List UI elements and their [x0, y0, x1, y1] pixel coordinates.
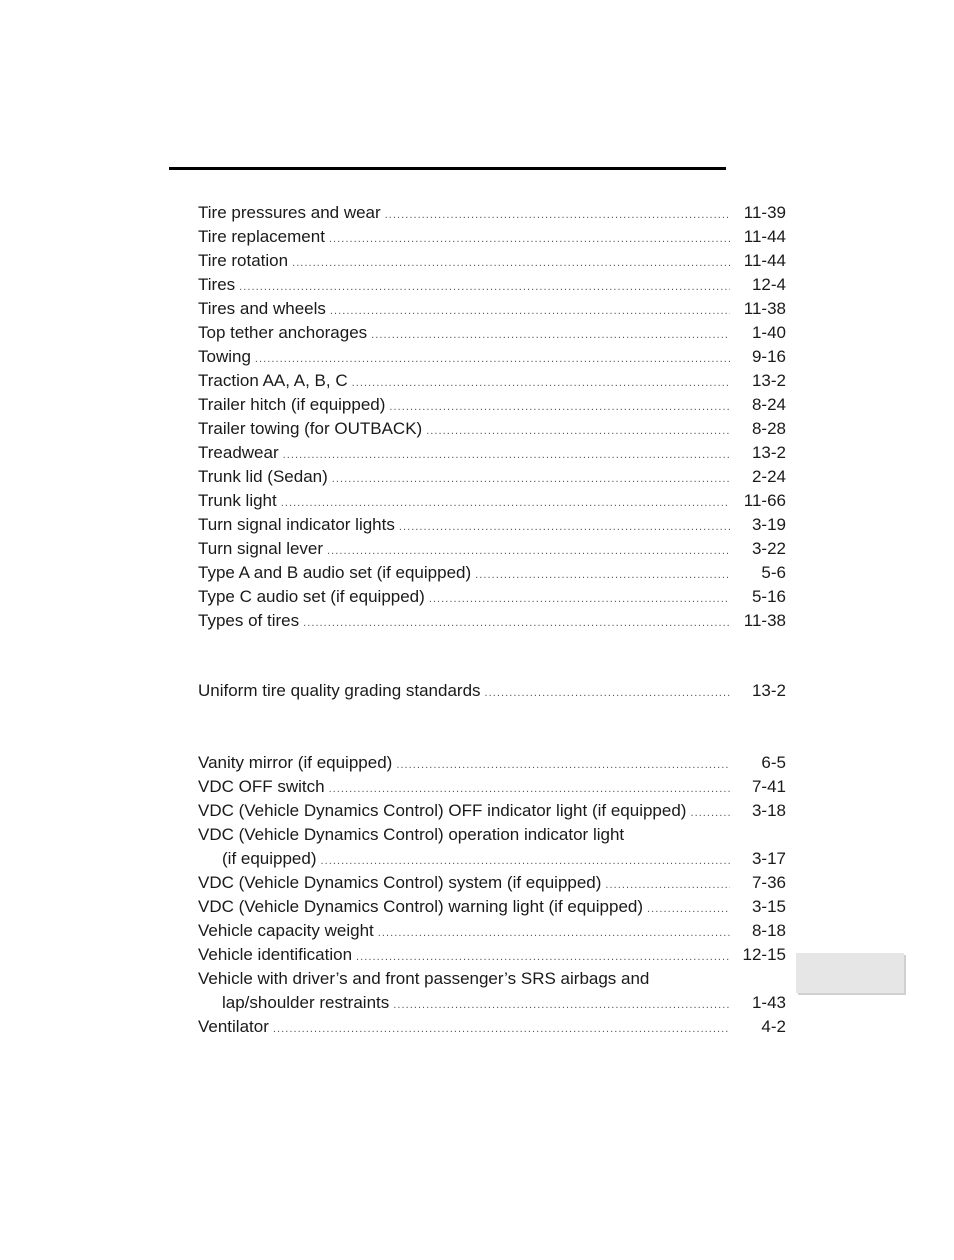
- index-entry-label: Vehicle with driver’s and front passenger’s SRS airbags and: [198, 969, 650, 988]
- index-entry: [198, 967, 786, 991]
- index-entry: [198, 273, 786, 297]
- dot-leader: [475, 563, 730, 587]
- index-entry-page: 11-39: [743, 203, 786, 222]
- index-entry-label: Type C audio set (if equipped): [198, 587, 425, 606]
- index-entry-page: 11-44: [743, 227, 786, 246]
- index-entry-page: 11-38: [743, 611, 786, 630]
- index-entry-page: 11-38: [743, 299, 786, 318]
- index-entry-label: VDC OFF switch: [198, 777, 325, 796]
- dot-leader: [329, 227, 730, 251]
- header-rule: [169, 167, 726, 170]
- dot-leader: [356, 945, 730, 969]
- dot-leader: [378, 921, 730, 945]
- index-entry-page: 2-24: [751, 467, 786, 486]
- index-entry-page: 1-43: [751, 993, 786, 1012]
- index-entry-page: 7-36: [751, 873, 786, 892]
- index-entry-label: VDC (Vehicle Dynamics Control) warning light (if equipped): [198, 897, 644, 916]
- index-entry-label: Ventilator: [198, 1017, 269, 1036]
- dot-leader: [281, 491, 730, 515]
- index-entry-page: 11-66: [743, 491, 786, 510]
- index-entry-label: Tires and wheels: [198, 299, 326, 318]
- index-entry-label: Trailer towing (for OUTBACK): [198, 419, 423, 438]
- chapter-tab: [796, 953, 904, 993]
- index-entry: [198, 345, 786, 369]
- dot-leader: [283, 443, 730, 467]
- dot-leader: [399, 515, 730, 539]
- index-entry-page: 1-40: [751, 323, 786, 342]
- dot-leader: [321, 849, 730, 873]
- index-entry-page: 7-41: [751, 777, 786, 796]
- index-entry: [198, 465, 786, 489]
- index-entry: [198, 561, 786, 585]
- index-entry-label: Traction AA, A, B, C: [198, 371, 348, 390]
- index-entry-label: VDC (Vehicle Dynamics Control) operation indicator light: [198, 825, 625, 844]
- index-entry: [198, 537, 786, 561]
- dot-leader: [329, 777, 730, 801]
- index-entry: [198, 489, 786, 513]
- index-entry-label: Type A and B audio set (if equipped): [198, 563, 472, 582]
- index-entry-page: 8-18: [751, 921, 786, 940]
- dot-leader: [352, 371, 730, 395]
- index-entry-page: 13-2: [751, 443, 786, 462]
- index-entry: [198, 297, 786, 321]
- dot-leader: [330, 299, 730, 323]
- dot-leader: [429, 587, 730, 611]
- dot-leader: [303, 611, 730, 635]
- dot-leader: [647, 897, 730, 921]
- index-entry-page: 6-5: [761, 753, 786, 772]
- index-entry: [198, 871, 786, 895]
- index-entry-page: 4-2: [761, 1017, 786, 1036]
- index-entry: [198, 225, 786, 249]
- dot-leader: [385, 203, 730, 227]
- index-entry-page: 3-18: [751, 801, 786, 820]
- index-entry-page: 3-15: [751, 897, 786, 916]
- index-entry: [198, 513, 786, 537]
- index-entry-label: Turn signal indicator lights: [198, 515, 395, 534]
- dot-leader: [393, 993, 730, 1017]
- dot-leader: [396, 753, 730, 777]
- index-entry: [198, 249, 786, 273]
- index-entry: [198, 201, 786, 225]
- index-entry-label: VDC (Vehicle Dynamics Control) OFF indicator light (if equipped): [198, 801, 687, 820]
- dot-leader: [690, 801, 730, 825]
- index-entry-page: 5-16: [751, 587, 786, 606]
- dot-leader: [605, 873, 730, 897]
- dot-leader: [485, 681, 730, 705]
- index-section-u: [198, 679, 786, 703]
- index-entry-label: Tire rotation: [198, 251, 289, 270]
- index-entry: [198, 823, 786, 847]
- index-entry-page: 12-15: [742, 945, 786, 964]
- index-entry-label: Types of tires: [198, 611, 300, 630]
- dot-leader: [239, 275, 730, 299]
- dot-leader: [332, 467, 730, 491]
- index-entry: [198, 393, 786, 417]
- dot-leader: [327, 539, 730, 563]
- index-entry-page: 11-44: [743, 251, 786, 270]
- index-section-v: [198, 751, 786, 1039]
- index-entry-label: Vehicle identification: [198, 945, 353, 964]
- index-entry-label: Vanity mirror (if equipped): [198, 753, 393, 772]
- index-entry: [198, 321, 786, 345]
- index-entry: [198, 991, 786, 1015]
- index-entry: [198, 919, 786, 943]
- dot-leader: [371, 323, 730, 347]
- dot-leader: [292, 251, 730, 275]
- index-entry-label: Trunk lid (Sedan): [198, 467, 328, 486]
- index-entry-label: Top tether anchorages: [198, 323, 368, 342]
- index-entry-label: lap/shoulder restraints: [222, 993, 390, 1012]
- index-entry-label: Tires: [198, 275, 236, 294]
- index-entry-page: 3-22: [751, 539, 786, 558]
- index-entry-page: 12-4: [751, 275, 786, 294]
- index-entry: [198, 417, 786, 441]
- index-entry: [198, 751, 786, 775]
- dot-leader: [273, 1017, 730, 1041]
- index-entry-page: 8-24: [751, 395, 786, 414]
- index-entry-page: 5-6: [761, 563, 786, 582]
- index-entry: [198, 847, 786, 871]
- index-entry: [198, 609, 786, 633]
- index-entry: [198, 585, 786, 609]
- index-entry: [198, 679, 786, 703]
- index-entry: [198, 1015, 786, 1039]
- index-entry-page: 9-16: [751, 347, 786, 366]
- index-section-t: [198, 201, 786, 633]
- index-entry-label: Trunk light: [198, 491, 277, 510]
- index-entry-page: 13-2: [751, 371, 786, 390]
- index-entry-page: 3-17: [751, 849, 786, 868]
- index-entry-label: (if equipped): [222, 849, 317, 868]
- index-entry: [198, 775, 786, 799]
- index-entry-page: 8-28: [751, 419, 786, 438]
- dot-leader: [389, 395, 730, 419]
- index-entry-label: Tire replacement: [198, 227, 325, 246]
- index-entry-label: Turn signal lever: [198, 539, 324, 558]
- index-entry-label: Trailer hitch (if equipped): [198, 395, 386, 414]
- index-entry-label: Treadwear: [198, 443, 279, 462]
- index-entry: [198, 441, 786, 465]
- index-entry-label: Uniform tire quality grading standards: [198, 681, 481, 700]
- index-entry: [198, 943, 786, 967]
- index-entry: [198, 369, 786, 393]
- index-entry: [198, 895, 786, 919]
- dot-leader: [255, 347, 730, 371]
- index-entry-page: 3-19: [751, 515, 786, 534]
- index-entry: [198, 799, 786, 823]
- index-entry-label: VDC (Vehicle Dynamics Control) system (if equipped): [198, 873, 602, 892]
- index-entry-label: Tire pressures and wear: [198, 203, 381, 222]
- dot-leader: [426, 419, 730, 443]
- index-entry-label: Towing: [198, 347, 251, 366]
- index-entry-page: 13-2: [751, 681, 786, 700]
- index-entry-label: Vehicle capacity weight: [198, 921, 374, 940]
